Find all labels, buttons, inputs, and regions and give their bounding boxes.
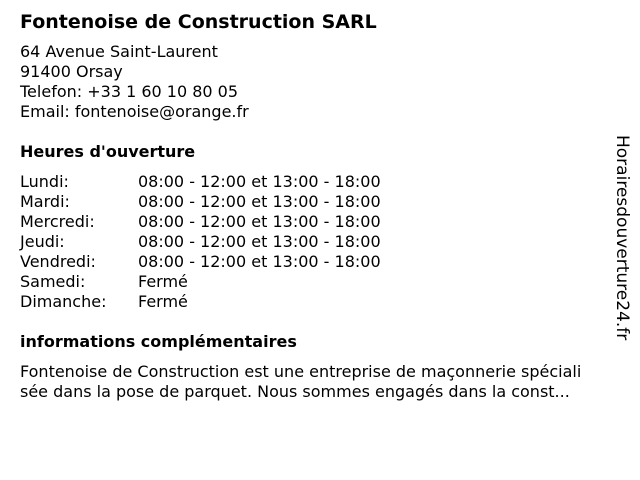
hours-day: Mercredi: [20,212,95,231]
business-card [20,10,620,402]
opening-hours-heading: Heures d'ouverture [20,142,196,161]
hours-time: 08:00 - 12:00 et 13:00 - 18:00 [138,252,381,271]
business-name: Fontenoise de Construction SARL [20,11,377,33]
hours-row-wednesday [20,212,620,232]
hours-day: Dimanche: [20,292,107,311]
hours-day: Samedi: [20,272,86,291]
address-city: 91400 Orsay [20,62,123,81]
email-address: Email: fontenoise@orange.fr [20,102,249,121]
hours-time: 08:00 - 12:00 et 13:00 - 18:00 [138,192,381,211]
hours-day: Vendredi: [20,252,96,271]
hours-time: 08:00 - 12:00 et 13:00 - 18:00 [138,212,381,231]
hours-day: Jeudi: [20,232,65,251]
hours-time: Fermé [138,292,188,311]
hours-row-thursday [20,232,620,252]
info-line-2: sée dans la pose de parquet. Nous sommes engagés dans la const... [20,382,570,401]
additional-info-heading: informations complémentaires [20,332,297,351]
opening-hours-table [20,172,620,312]
hours-row-saturday [20,272,620,292]
watermark-text: Horairesdouverture24.fr [612,135,632,341]
hours-time: 08:00 - 12:00 et 13:00 - 18:00 [138,232,381,251]
hours-day: Mardi: [20,192,70,211]
hours-row-sunday [20,292,620,312]
info-line-1: Fontenoise de Construction est une entreprise de maçonnerie spéciali [20,362,582,381]
hours-time: Fermé [138,272,188,291]
phone-number: Telefon: +33 1 60 10 80 05 [20,82,239,101]
contact-block [20,42,620,122]
hours-time: 08:00 - 12:00 et 13:00 - 18:00 [138,172,381,191]
additional-info-text [20,362,620,402]
site-watermark [611,135,635,345]
hours-row-monday [20,172,620,192]
hours-row-friday [20,252,620,272]
hours-day: Lundi: [20,172,69,191]
address-street: 64 Avenue Saint-Laurent [20,42,218,61]
hours-row-tuesday [20,192,620,212]
